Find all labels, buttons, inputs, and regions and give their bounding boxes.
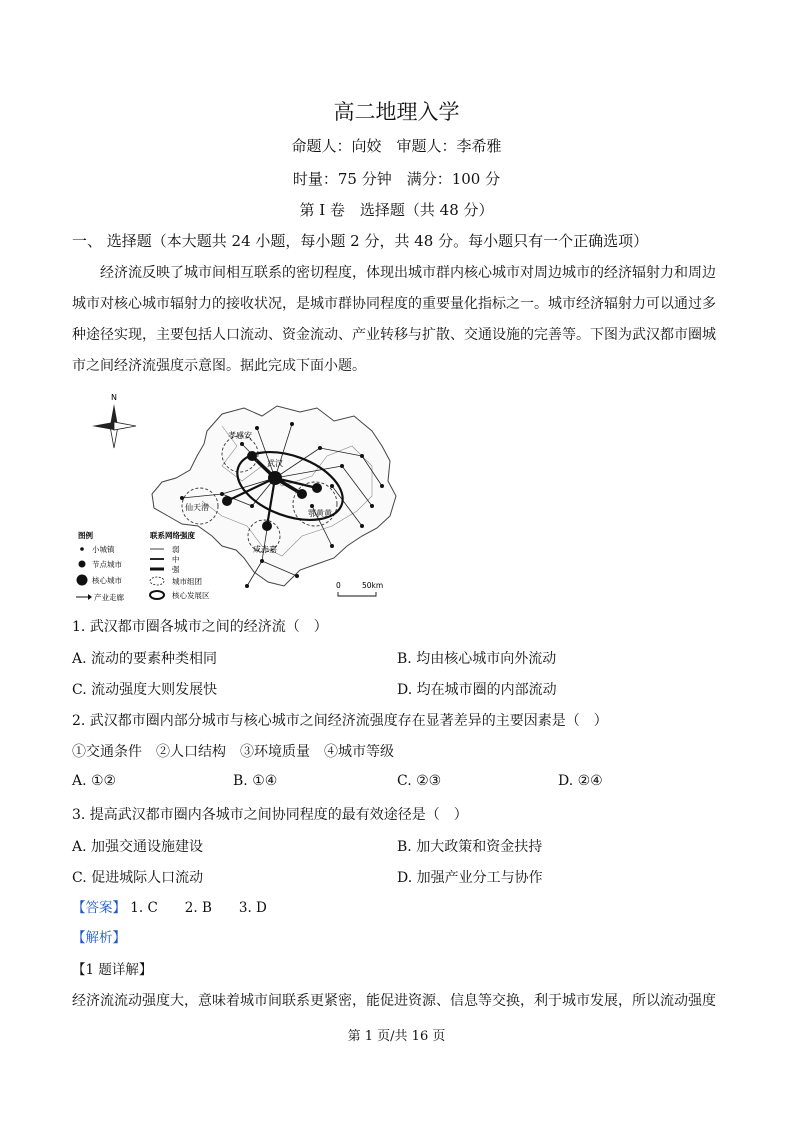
q2-option-b: B. ①④ xyxy=(233,773,278,789)
q3-option-d: D. 加强产业分工与协作 xyxy=(397,870,543,886)
q2-option-d: D. ②④ xyxy=(558,773,603,789)
q1-option-a: A. 流动的要素种类相同 xyxy=(72,651,218,667)
svg-text:强: 强 xyxy=(172,565,180,574)
question-2-items: ①交通条件 ②人口结构 ③环境质量 ④城市等级 xyxy=(72,744,394,760)
question-1-detail-label: 【1 题详解】 xyxy=(72,962,153,978)
svg-text:小城镇: 小城镇 xyxy=(92,545,115,554)
q3-option-c: C. 促进城际人口流动 xyxy=(72,870,204,886)
q1-option-b: B. 均由核心城市向外流动 xyxy=(397,651,557,667)
q3-option-a: A. 加强交通设施建设 xyxy=(72,839,204,855)
svg-text:城市组团: 城市组团 xyxy=(172,577,202,586)
scale-bar xyxy=(336,581,383,596)
map-legend xyxy=(76,530,210,602)
north-label: N xyxy=(111,393,117,402)
q2-option-a: A. ①② xyxy=(72,773,117,789)
question-1-stem: 1. 武汉都市圈各城市之间的经济流（ ） xyxy=(72,619,328,635)
intro-paragraph: 经济流反映了城市间相互联系的密切程度，体现出城市群内核心城市对周边城市的经济辐射力和周边城市对核心城市辐射力的接收状况，是城市群协同程度的重要量化指标之一。城市经济辐射力可以通过多种途径实现，主要包括人口流动、资金流动、产业转移与扩散、交通设施的完善等。下图为武汉都市圈城市之间经济流强度示意图。据此完成下面小题。 xyxy=(72,265,716,374)
city-label: 咸赤嘉 xyxy=(253,545,277,554)
page-footer: 第 1 页/共 16 页 xyxy=(347,1029,446,1044)
svg-text:0: 0 xyxy=(336,581,341,590)
economic-flow-map xyxy=(72,386,412,606)
svg-text:核心发展区: 核心发展区 xyxy=(172,591,210,600)
authors-line: 命题人：向姣 审题人：李希雅 xyxy=(291,137,502,155)
time-score-line: 时量：75 分钟 满分：100 分 xyxy=(292,170,501,188)
page-title: 高二地理入学 xyxy=(333,100,460,124)
city-label: 武汉 xyxy=(267,459,283,468)
svg-text:图例: 图例 xyxy=(78,531,93,540)
svg-text:中: 中 xyxy=(172,555,180,564)
question-3-stem: 3. 提高武汉都市圈内各城市之间协同程度的最有效途径是（ ） xyxy=(72,807,468,823)
svg-text:核心城市: 核心城市 xyxy=(92,576,122,585)
answer-values: 1. C 2. B 3. D xyxy=(130,900,267,916)
svg-text:产业走廊: 产业走廊 xyxy=(94,593,124,602)
analysis-label: 【解析】 xyxy=(72,930,126,946)
svg-text:节点城市: 节点城市 xyxy=(92,560,122,569)
q2-option-c: C. ②③ xyxy=(397,773,442,789)
answer-line xyxy=(72,896,267,916)
north-arrow-icon xyxy=(92,393,136,448)
svg-text:50km: 50km xyxy=(362,581,384,590)
question-2-stem: 2. 武汉都市圈内部分城市与核心城市之间经济流强度存在显著差异的主要因素是（ ） xyxy=(72,713,608,729)
part-heading: 第 I 卷 选择题（共 48 分） xyxy=(299,201,494,219)
q1-option-d: D. 均在城市圈的内部流动 xyxy=(397,682,557,698)
city-label: 鄂黄黄 xyxy=(308,509,332,518)
city-label: 仙天潜 xyxy=(185,503,209,512)
city-label: 孝感安 xyxy=(228,431,252,440)
svg-text:弱: 弱 xyxy=(172,545,180,554)
region-outline xyxy=(152,406,396,586)
answer-label: 【答案】 xyxy=(72,900,126,916)
svg-text:联系网络强度: 联系网络强度 xyxy=(150,531,195,540)
q1-option-c: C. 流动强度大则发展快 xyxy=(72,682,218,698)
analysis-text: 经济流流动强度大，意味着城市间联系更紧密，能促进资源、信息等交换，利于城市发展，所以流动强度 xyxy=(72,993,716,1009)
section-heading: 一、 选择题（本大题共 24 小题，每小题 2 分，共 48 分。每小题只有一个正确选项） xyxy=(72,232,649,250)
q3-option-b: B. 加大政策和资金扶持 xyxy=(397,839,543,855)
